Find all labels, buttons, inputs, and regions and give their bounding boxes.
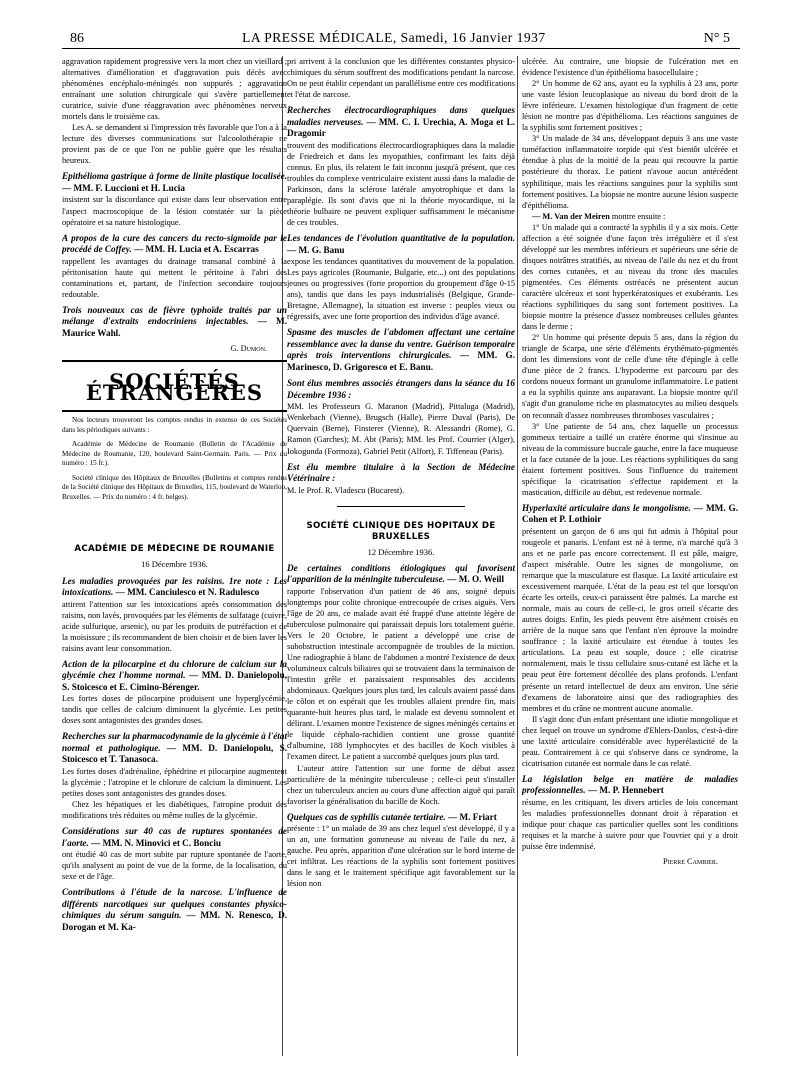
paragraph: Il s'agit donc d'un enfant présentant une idiotie mongolique et chez lequel on trouve un syndrome d'Ehlers-Danlos, c'est-à-dire une laxité articulaire considérable avec hyperélasticité de la peau. Contrairement à ce qui s'observe dans ce syndrome, la cicatrisation cutanée est normale dans le cas relaté. <box>522 714 738 768</box>
article-authors: — MM. D. Danielopolu, S. Stoicesco et T. Tanasoca. <box>62 742 287 765</box>
article-title: Les tendances de l'évolution quantitative de la population. <box>287 233 515 244</box>
article-authors: — M. Van der Meiren <box>532 211 610 221</box>
article-title: Hyperlaxité articulaire dans le mongolisme. <box>522 502 691 513</box>
column-2 <box>287 56 515 1061</box>
article-authors: — MM. N. Renesco, D. Dorogan et M. Ka- <box>62 910 287 932</box>
paragraph: ont étudié 40 cas de mort subite par rupture spontanée de l'aorte, qu'ils analysent au point de vue de la forme, de la localisation, du sexe et de l'âge. <box>62 850 287 882</box>
article-heading <box>522 503 738 526</box>
article-title: Est élu membre titulaire à la Section de Médecine Vétérinaire : <box>287 461 515 484</box>
article-heading <box>522 774 738 797</box>
article-title: A propos de la cure des cancers du recto-sigmoïde par le procédé de Coffey. <box>62 232 287 255</box>
signature: Pierre Cambier. <box>663 857 718 867</box>
article-authors: — M. G. Banu <box>287 244 345 255</box>
article-title: Considérations sur 40 cas de ruptures spontanées de l'aorte. <box>62 826 287 848</box>
article-authors: — MM. N. Minovici et C. Bonciu <box>91 837 221 848</box>
paragraph: Les fortes doses d'adrénaline, éphédrine et pilocarpine augmentent la glycémie ; l'atropine et le chlorure de calcium la diminuent. Les petites doses sont antagonistes des grandes doses. <box>62 766 287 798</box>
inline-text: montre ensuite : <box>611 211 666 221</box>
article-title: Recherches électrocardiographiques dans quelques maladies nerveuses. <box>287 105 515 127</box>
article-title: Quelques cas de syphilis cutanée tertiaire. <box>287 811 446 822</box>
article-heading <box>287 812 515 824</box>
paragraph: L'auteur attire l'attention sur une forme de début assez particulière de la méningite tuberculeuse ; celle-ci peut s'installer chez un tuberculeux ancien au cours d'une affection aiguë qui paraît favoriser la généralisation du bacille de Koch. <box>287 763 515 806</box>
article-title: De certaines conditions étiologiques qui favorisent l'apparition de la méningite tuberculeuse. <box>287 562 515 585</box>
paragraph: 3° Une patiente de 54 ans, chez laquelle un processus gommeux tertiaire a taillé un cratère énorme qui s'insinue au niveau de la commissure buccale gauche, entre la face muqueuse et la face cutanée de la joue. Les réactions syphilitiques du sang étaient fortement positives. Sous l'influence du traitement spécifique la cicatrisation s'effectue rapidement et la mastication, difficile au début, est redevenue normale. <box>522 421 738 497</box>
column-3 <box>522 56 738 1061</box>
article-authors: — M. Maurice Wahl. <box>62 316 287 338</box>
column-1 <box>62 56 287 1061</box>
article-heading <box>62 576 287 599</box>
article-heading <box>287 105 515 140</box>
article-heading <box>287 563 515 586</box>
session-date: 12 Décembre 1936. <box>367 546 435 557</box>
article-title: Spasme des muscles de l'abdomen affectant une certaine ressemblance avec la danse du ventre. Guérison temporaire après trois interventions chirurgicales. <box>287 327 515 361</box>
paragraph: 1° Un malade qui a contracté la syphilis il y a six mois. Cette affection a été soignée d'une façon très irrégulière et il s'est développé sur les membres inférieurs et supérieurs une série de disques noirâtres stratifiés, au niveau de l'aile du nez et du front des cornes cutanées, et au niveau du tronc des macules pigmentées. Ces éléments ostréacés ne présentent aucun caractère ulcéreux et sont hyperkératosiques et exubérants. Les réactions syphilitiques du sang sont fortement positives. La biopsie montre la présence d'assez nombreuses cellules géantes dans le derme ; <box>522 222 738 332</box>
article-title: Action de la pilocarpine et du chlorure de calcium sur la glycémie chez l'homme normal. <box>62 658 287 681</box>
paragraph: expose les tendances quantitatives du mouvement de la population. Les pays agricoles (Roumanie, Bulgarie, etc...) ont des populations jeunes ou progressives (forte proportion du groupement d'âge 0-15 ans), tandis que dans les pays industrialisés (Belgique, Grande-Bretagne, Allemagne), la situation est inverse : peuples vieux ou régressifs, avec une forte proportion des individus d'âge avancé. <box>287 257 515 322</box>
article-title: Epithélioma gastrique à forme de linite plastique localisée. <box>62 171 287 182</box>
journal-title: LA PRESSE MÉDICALE, Samedi, 16 Janvier 1937 <box>242 30 546 45</box>
article-heading <box>62 305 287 340</box>
paragraph: présentent un garçon de 6 ans qui fut admis à l'hôpital pour rougeole et panaris. L'enfant est né à terme, n'a marché qu'à 3 ans et ne parle pas encore correctement. Il est pâle, maigre, d'aspect misérable. Outre les signes de mongolisme, on remarque que la musculature est flasque. La laxité articulaire est excessivement marquée. L'état de la peau est tel que lorsqu'on écarte les orteils, ceux-ci paraissent être palmés. La marche est normale, mais au cours de celle-ci, le gros orteil s'écarte des autres doigts. Enfin, les pieds peuvent être aisément croisés en arrière de la nuque sans que l'enfant n'en éprouve la moindre souffrance ; la laxité articulaire est étendue à toutes les articulations. La peau est souple, douce ; elle cicatrise normalement, mais le tissu cellulaire sous-cutané est lâche et la peau peut être fortement décollée des plans profonds. L'enfant présente un retard intellectuel de deux ans environ. Une série d'examens de laboratoire ainsi que des radiographies des membres et du crâne ne montrent aucune anomalie. <box>522 526 738 713</box>
article-title: Recherches sur la pharmacodynamie de la glycémie à l'état normal et pathologique. <box>62 731 287 753</box>
issue-number: N° 5 <box>703 31 730 46</box>
note-intro: Nos lecteurs trouveront les comptes rendus in extenso de ces Sociétés dans les périodiques suivants : <box>62 416 287 434</box>
article-authors: — MM. C. I. Urechia, A. Moga et L. Dragomir <box>287 116 515 139</box>
note-entry: Académie de Médecine de Roumanie (Bulletin de l'Académie de Médecine de Roumanie, 120, boulevard Saint-Germain. Paris. — Prix du numéro : 15 fr.). <box>62 440 287 468</box>
paragraph: Chez les hépatiques et les diabétiques, l'atropine produit des modifications très réduites ou même nulles de la glycémie. <box>62 800 287 821</box>
column-divider <box>517 56 518 1056</box>
article-authors: — MM. G. Cohen et P. Lothioir <box>522 502 738 525</box>
article-title: Les maladies provoquées par les raisins. 1re note : Les intoxications. <box>62 575 287 598</box>
article-title: La législation belge en matière de maladies professionnelles. <box>522 773 738 796</box>
society-title: SOCIÉTÉ CLINIQUE DES HOPITAUX DE BRUXELLES <box>306 520 496 542</box>
article-heading <box>62 233 287 256</box>
paragraph: 3° Un malade de 34 ans, développant depuis 3 ans une vaste tuméfaction inflammatoire torpide qui s'est bientôt ulcérée et étendue à plus de la moitié de la peau qui recouvre la partie postérieure du thorax. Le patient n'avoue aucun antécédent syphilitique, mais les réactions sanguines pour la syphilis sont fortement positives. La biopsie ne montre aucune lésion suspecte d'épithélioma. <box>522 134 738 210</box>
article-authors: — MM. Canciulesco et N. Radulesco <box>115 587 260 598</box>
paragraph: attirent l'attention sur les intoxications après consommation des raisins, non lavés, provoquées par les éléments de sulfatage (cuivre, acide sulfurique, arsenic), ou par les produits de putréfaction et de la moisissure ; ils recommandent de bien choisir et de bien laver les raisins avant leur consommation. <box>62 599 287 653</box>
article-authors: — MM. H. Lucia et A. Escarras <box>133 244 259 255</box>
paragraph: présente : 1° un malade de 39 ans chez lequel s'est développé, il y a un an, une formation gommeuse au niveau de l'aile du nez, à gauche. Peu après, apparition d'une ulcération sur le bord interne de cet infiltrat. Les réactions de la syphilis sont fortement positives dans le sang et le traitement spécifique agit favorablement sur la lésion non <box>287 824 515 889</box>
paragraph: trouvent des modifications électrocardiographiques dans la maladie de Friedreich et dans les myopathies, confirmant les faits déjà connus. En plus, ils relatent le fait inconnu jusqu'à présent, que ces troubles du complexe ventriculaire existent aussi dans la maladie de Parkinson, dans la sclérose latérale amyotrophique et dans la paraplégie. Ils sont d'avis que ni la théorie myocardique, ni la théorie bulbaire ne peuvent expliquer suffisamment le mécanisme de ces troubles. <box>287 140 515 228</box>
article-title: Contributions à l'étude de la narcose. L'influence de différents narcotiques sur quelques constantes physico-chimiques du sérum sanguin. <box>62 887 287 921</box>
paragraph: pri arrivent à la conclusion que les différentes constantes physico-chimiques du sérum souffrent des modifications pendant la narcose. On ne peut établir cependant un parallélisme entre ces modifications et l'état de narcose. <box>287 57 515 100</box>
article-heading <box>62 826 287 849</box>
section-rule <box>62 360 287 362</box>
paragraph: résume, en les critiquant, les divers articles de lois concernant les maladies professionnelles donnant droit à réparation et indique pour chaque cas particulier quelles sont les conditions requises et la marche à suivre pour que l'ouvrier qui y a droit puisse être indemnisé. <box>522 797 738 852</box>
paragraph: rappellent les avantages du drainage transanal combiné à la péritonisation haute qui mettent le péritoine à l'abri des contaminations et, partant, de l'infection secondaire toujours redoutable. <box>62 256 287 299</box>
section-banner: SOCIÉTÉS ÉTRANGÈRES <box>85 369 264 406</box>
paragraph <box>522 211 738 222</box>
article-heading <box>62 171 287 194</box>
article-authors: — M. Friart <box>448 811 497 822</box>
paragraph: rapporte l'observation d'un patient de 46 ans, soigné depuis longtemps pour colite chronique entrecoupée de crises aiguës. Vers l'âge de 20 ans, ce malade avait été frappé d'une atteinte légère de tuberculose pulmonaire qui paraissait depuis lors totalement guérie. Vers le 20 Octobre, le patient a développé une crise de subobstruction intestinale accompagnée de troubles de la miction. Une radiographie à blanc de l'abdomen a montré l'existence de deux volumineux calculs biliaires qui se trouvaient dans la terminaison de l'intestin grêle et paraissaient responsables des accidents abdominaux. Quelques jours plus tard, les calculs avaient passé dans le côlon et on espérait que les troubles allaient prendre fin, mais quarante-huit heures plus tard, le malade est devenu somnolent et délirant. L'examen montre l'existence de signes méningés certains et le liquide céphalo-rachidien contient une grosse quantité d'albumine, 188 lymphocytes et des bacilles de Koch visibles à l'examen direct. Le patient a succombé quelques jours plus tard. <box>287 586 515 762</box>
paragraph: Les A. se demandent si l'impression très favorable que l'on a à la lecture des diverses communications sur l'alcoolothérapie ne provient pas de ce que l'on ne publie guère que les résultats heureux. <box>62 123 287 166</box>
article-heading <box>287 462 515 485</box>
paragraph: M. le Prof. R. Vladescu (Bucarest). <box>287 485 405 495</box>
article-heading <box>62 887 287 933</box>
page-number: 86 <box>70 31 84 46</box>
article-authors: — MM. F. Luccioni et H. Lucia <box>62 182 185 193</box>
paragraph: 2° Un homme de 62 ans, ayant eu la syphilis à 23 ans, porte une vaste lésion leucoplasique au niveau du bord droit de la lèvre inférieure. L'examen histologique d'un fragment de cette lésion ne montre pas d'épithélioma. Les réactions sanguines de la syphilis sont fortement positives ; <box>522 79 738 133</box>
paragraph: aggravation rapidement progressive vers la mort chez un vieillard ; alternatives d'amélioration et d'aggravation puis décès avec phénomènes encéphalo-méningés non suppurés ; aggravation entraînant une solution chirurgicale qui s'avère partiellement curatrice, suivie d'une réaggravation avec phénomènes nerveux mortels dans le troisième cas. <box>62 57 287 122</box>
article-heading <box>287 378 515 401</box>
running-header <box>70 30 730 46</box>
article-authors: — MM. G. Marinesco, D. Grigoresco et E. Banu. <box>287 350 515 372</box>
periodicals-note <box>62 416 287 502</box>
signature: G. Dumon. <box>230 344 267 354</box>
article-heading <box>62 659 287 694</box>
society-title: ACADÉMIE DE MÉDECINE DE ROUMANIE <box>74 544 275 555</box>
paragraph: 2° Un homme qui présente depuis 5 ans, dans la région du triangle de Scarpa, une série d'éléments érythémato-pigmentés dont les dimensions vont de celle d'une tête d'épingle à celle d'une pièce de 2 francs. L'hypoderme est parcouru par des cordons noueux formant un granulome inflammatoire. Le patient a eu la syphilis quinze ans auparavant. La biopsie montre qu'il s'agit d'un granulome riche en plasmatocytes au milieu desquels on reconnaît d'assez nombreuses thromboses vasculaires ; <box>522 333 738 420</box>
article-authors: — M. P. Hennebert <box>587 785 664 796</box>
header-rule <box>62 48 740 49</box>
paragraph: MM. les Professeurs G. Maranon (Madrid), Pittaluga (Madrid), Wenkebach (Vienne), Brugsch (Halle), Pierre Duval (Paris), De Quervain (Berne), Finsterer (Vienne), R. Alessandri (Rome), G. Ramon (Garches); M. Abt (Paris); MM. les Prof. Courrier (Alger), Iokogunda (Formoza), Gabriel Petit (Alfort), F. Tiffeneau (Paris). <box>287 402 515 456</box>
article-heading <box>62 731 287 766</box>
paragraph: Les fortes doses de pilocarpine produisent une hyperglycémie, tandis que celles de calcium diminuent la glycémie. Les petites doses sont antagonistes des grandes doses. <box>62 694 287 726</box>
article-heading <box>287 327 515 373</box>
section-rule <box>62 410 287 412</box>
note-entry: Société clinique des Hôpitaux de Bruxelles (Bulletins et comptes rendus de la Société clinique des Hôpitaux de Bruxelles, 115, boulevard de Waterloo, Bruxelles. — Prix du numéro : 4 fr. belges). <box>62 473 287 501</box>
divider <box>337 506 465 507</box>
article-heading <box>287 233 515 256</box>
session-date: 16 Décembre 1936. <box>141 559 208 570</box>
article-title: Trois nouveaux cas de fièvre typhoïde traités par un mélange d'extraits endocriniens injectables. <box>62 304 287 327</box>
article-authors: — MM. D. Danielopolu, S. Stoicesco et E. Cimino-Bérenger. <box>62 670 287 692</box>
article-title: Sont élus membres associés étrangers dans la séance du 16 Décembre 1936 : <box>287 378 515 400</box>
paragraph: ulcérée. Au contraire, une biopsie de l'ulcération met en évidence l'existence d'un épithélioma basocellulaire ; <box>522 57 738 78</box>
article-authors: — M. O. Weill <box>447 574 505 585</box>
paragraph: insistent sur la discordance qui existe dans leur observation entre l'aspect macroscopique de la lésion constatée sur la pièce opératoire et sa nature histologique. <box>62 195 287 227</box>
